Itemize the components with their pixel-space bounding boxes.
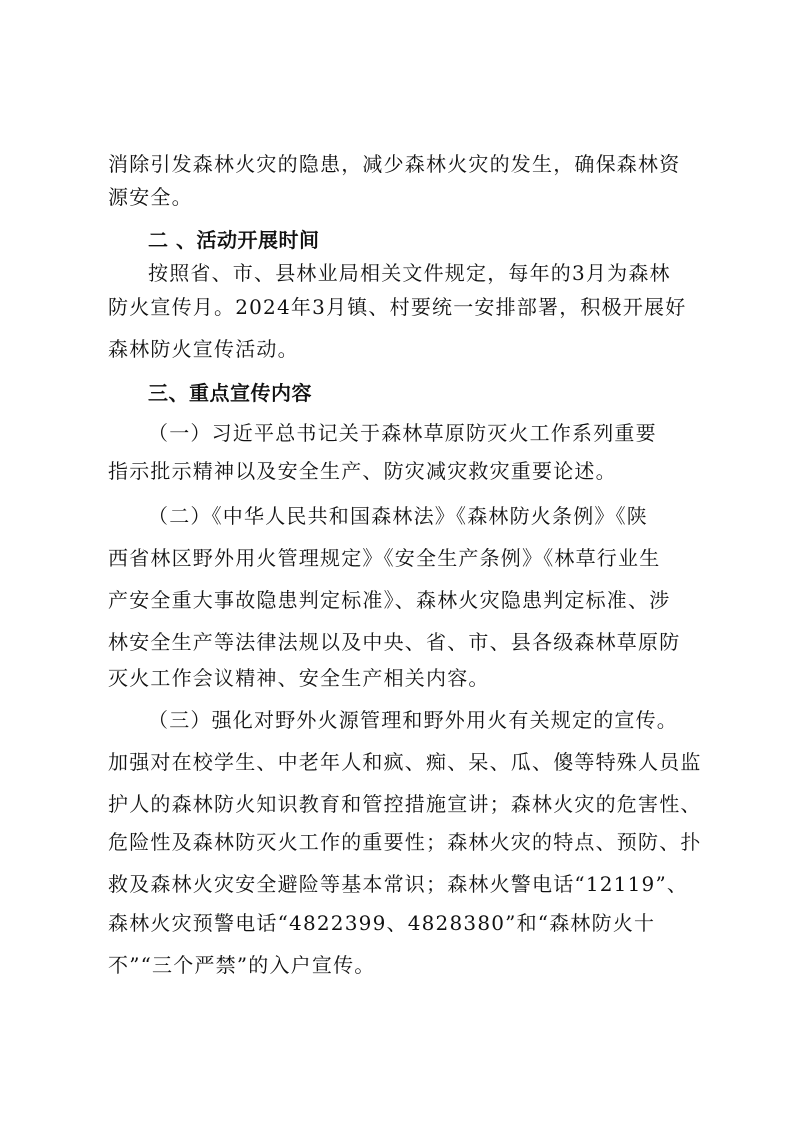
paragraph-line: 危险性及森林防灭火工作的重要性；森林火灾的特点、预防、扑 <box>108 830 702 854</box>
section-heading-content: 三、重点宣传内容 <box>148 381 312 405</box>
paragraph-line: （二）《中华人民共和国森林法》《森林防火条例》《陕 <box>148 504 648 528</box>
paragraph-line: 森林防火宣传活动。 <box>108 337 299 361</box>
paragraph-line: 指示批示精神以及安全生产、防灾减灾救灾重要论述。 <box>108 459 617 483</box>
paragraph-line: 防火宣传月。2024年3月镇、村要统一安排部署，积极开展好 <box>108 295 687 319</box>
paragraph-line: 西省林区野外用火管理规定》《安全生产条例》《林草行业生 <box>108 546 661 570</box>
paragraph-line: 消除引发森林火灾的隐患，减少森林火灾的发生，确保森林资 <box>108 152 681 176</box>
paragraph-line: （三）强化对野外火源管理和野外用火有关规定的宣传。 <box>148 708 678 732</box>
paragraph-line: 林安全生产等法律法规以及中央、省、市、县各级森林草原防 <box>108 630 681 654</box>
paragraph-line: 救及森林火灾安全避险等基本常识；森林火警电话“12119”、 <box>108 872 689 896</box>
paragraph-line: 按照省、市、县林业局相关文件规定，每年的3月为森林 <box>148 261 671 285</box>
paragraph-line: 不”“三个严禁”的入户宣传。 <box>108 953 376 977</box>
paragraph-line: 灭火工作会议精神、安全生产相关内容。 <box>108 666 490 690</box>
paragraph-line: 森林火灾预警电话“4822399、4828380”和“森林防火十 <box>108 911 656 935</box>
paragraph-line: 护人的森林防火知识教育和管控措施宣讲；森林火灾的危害性、 <box>108 792 702 816</box>
paragraph-line: 产安全重大事故隐患判定标准》、森林火灾隐患判定标准、涉 <box>108 588 671 612</box>
paragraph-line: 源安全。 <box>108 185 193 209</box>
paragraph-line: （一）习近平总书记关于森林草原防灭火工作系列重要 <box>148 421 657 445</box>
section-heading-time: 二 、活动开展时间 <box>148 228 320 252</box>
paragraph-line: 加强对在校学生、中老年人和疯、痴、呆、瓜、傻等特殊人员监 <box>108 750 702 774</box>
